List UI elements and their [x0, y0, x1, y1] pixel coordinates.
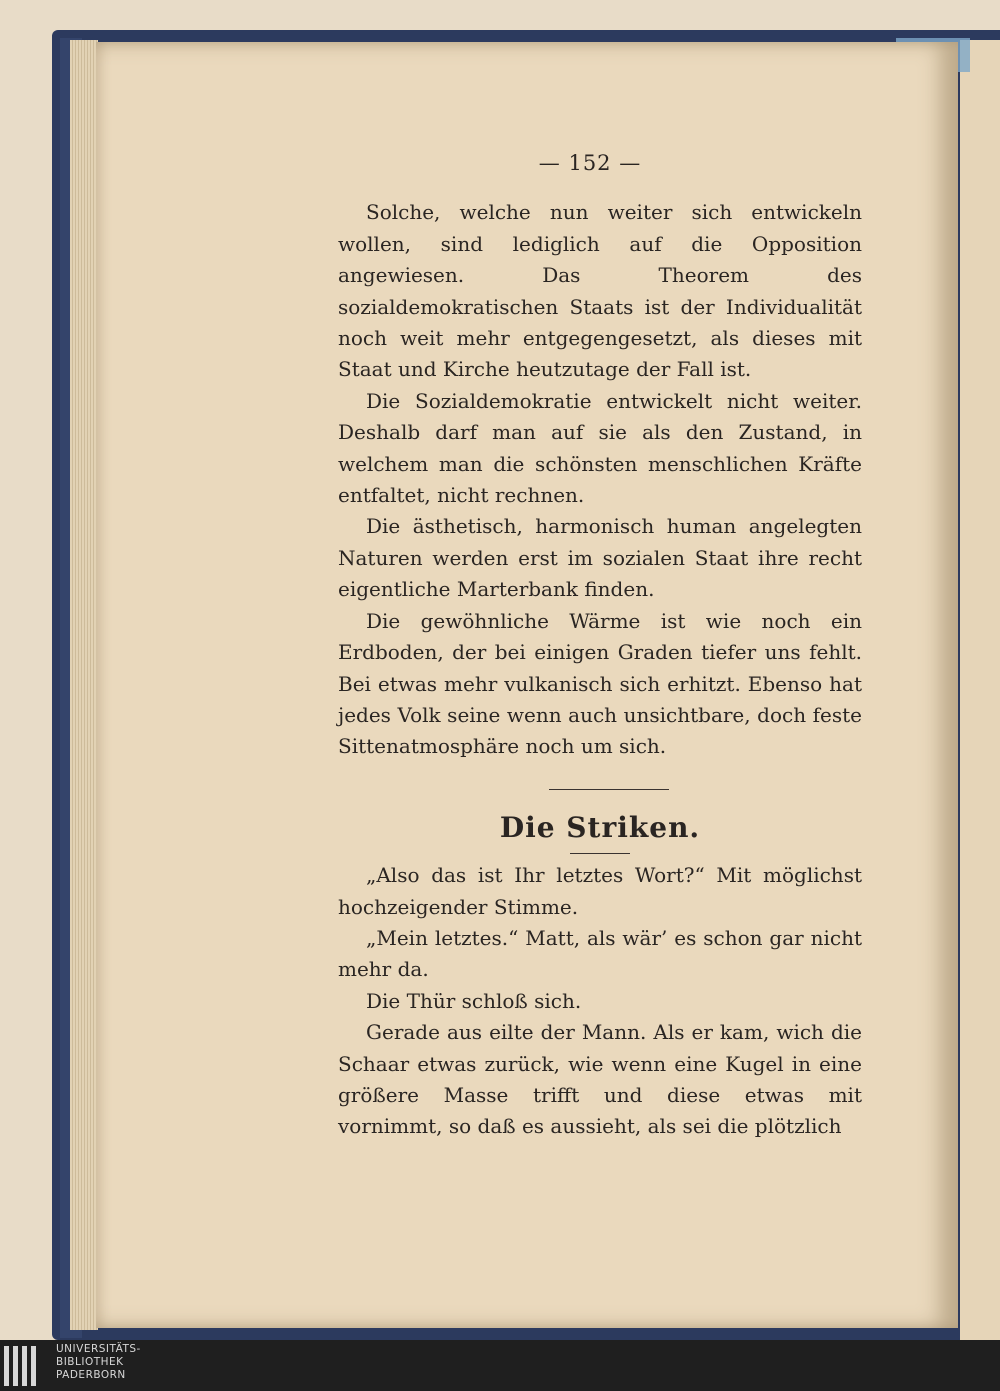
paragraph: „Also das ist Ihr letztes Wort?“ Mit möglichst hochzeigender Stimme.: [338, 863, 862, 919]
section-divider: [549, 789, 669, 790]
page-number: — 152 —: [538, 151, 642, 175]
library-name-line: BIBLIOTHEK: [56, 1356, 124, 1368]
paragraph: Die Thür schloß sich.: [366, 988, 582, 1013]
heading-underline: [570, 853, 630, 854]
library-footer: [0, 1340, 1000, 1391]
paragraph: Die ästhetisch, harmonisch human angelegten Naturen werden erst im sozialen Staat ihre recht eigentliche Marterbank finden.: [338, 514, 862, 602]
facing-page-edge: [960, 40, 1000, 1340]
page-text: [338, 148, 862, 1143]
library-logo-icon: [4, 1346, 44, 1386]
paragraph: Solche, welche nun weiter sich entwickeln wollen, sind lediglich auf die Opposition angewiesen. Das Theorem des sozialdemokratischen Staats ist der Individualität noch weit mehr entgegengesetzt, als dieses mit Staat und Kirche heutzutage der Fall ist.: [338, 200, 862, 382]
paragraph: Die gewöhnliche Wärme ist wie noch ein Erdboden, der bei einigen Graden tiefer uns fehlt. Bei etwas mehr vulkanisch sich erhitzt. Ebenso hat jedes Volk seine wenn auch unsichtbare, doch feste Sittenatmosphäre noch um sich.: [338, 608, 862, 759]
library-name: [56, 1343, 141, 1382]
library-name-line: PADERBORN: [56, 1369, 126, 1381]
paragraph: Die Sozialdemokratie entwickelt nicht weiter. Deshalb darf man auf sie als den Zustand, in welchem man die schönsten menschlichen Kräfte entfaltet, nicht rechnen.: [338, 388, 862, 508]
page-edges: [70, 40, 98, 1330]
section-heading: Die Striken.: [499, 810, 701, 844]
paragraph: Gerade aus eilte der Mann. Als er kam, wich die Schaar etwas zurück, wie wenn eine Kugel in eine größere Masse trifft und diese etwas mit vornimmt, so daß es aussieht, als sei die plötzlich: [338, 1020, 862, 1139]
paragraph: „Mein letztes.“ Matt, als wär’ es schon gar nicht mehr da.: [338, 925, 862, 982]
library-name-line: UNIVERSITÄTS-: [56, 1343, 141, 1355]
